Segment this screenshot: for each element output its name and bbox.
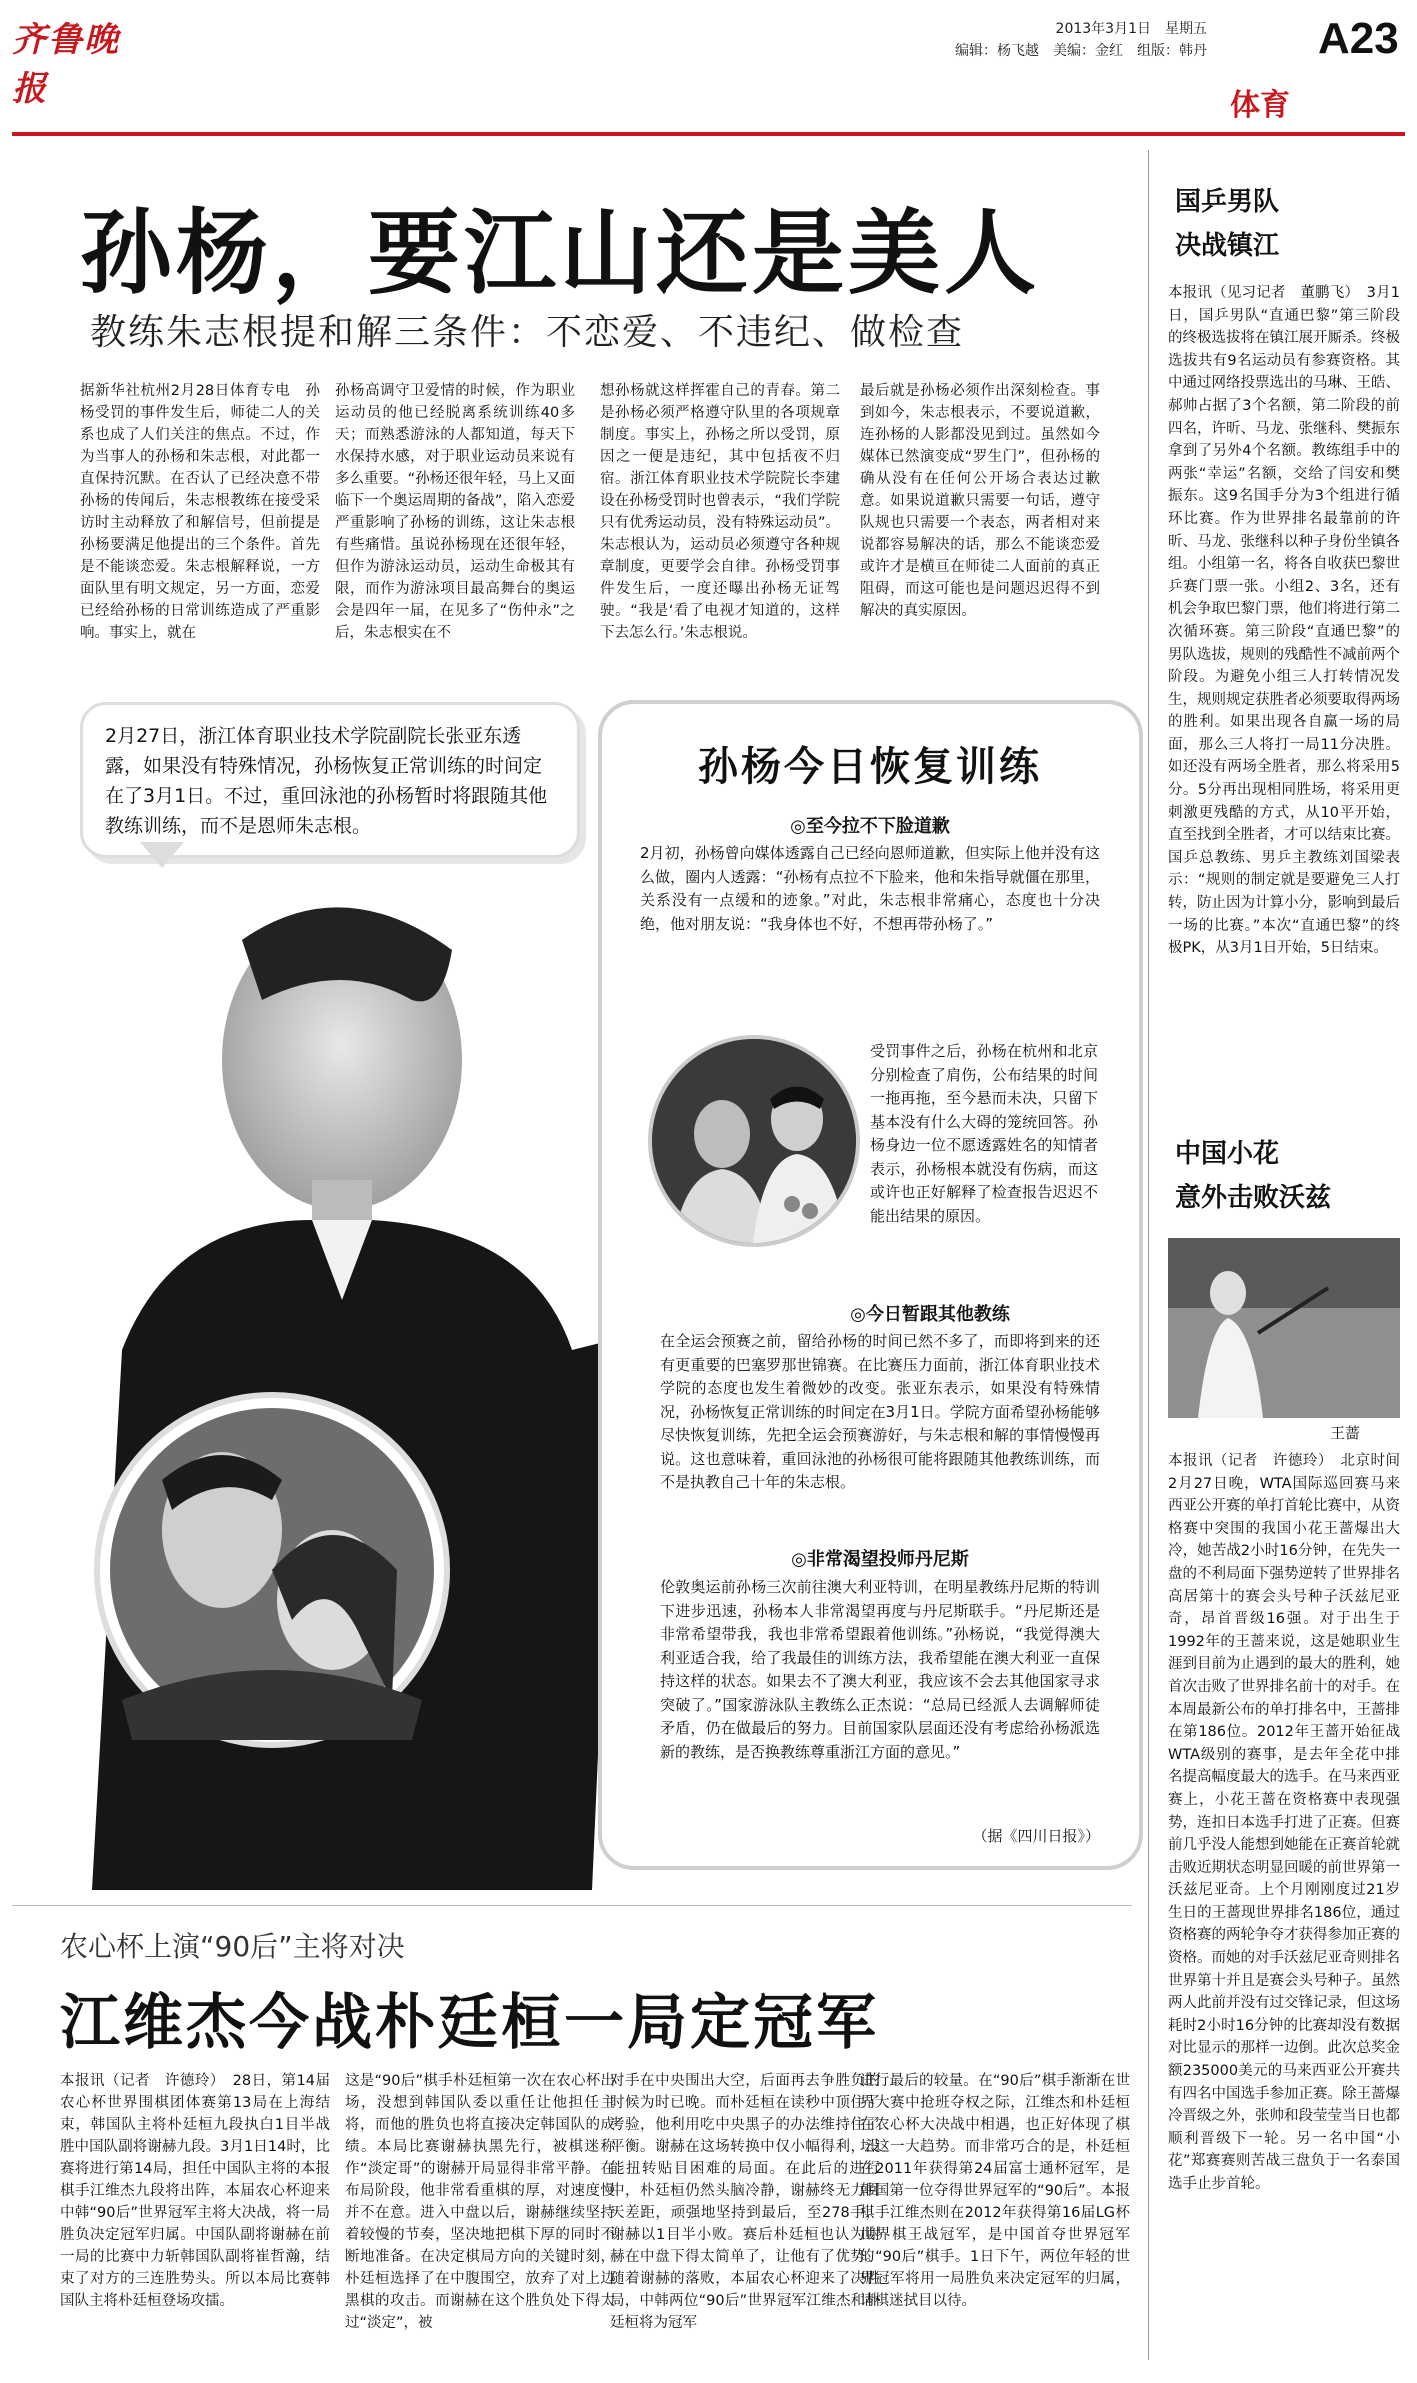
source-credit: （据《四川日报》）	[972, 1827, 1100, 1845]
newspaper-logo: 齐鲁晚报	[12, 20, 120, 109]
tennis-player-photo	[1168, 1238, 1400, 1418]
pull-quote: 2月27日，浙江体育职业技术学院副院长张亚东透露，如果没有特殊情况，孙杨恢复正常训练的时间定在了3月1日。不过，重回泳池的孙杨暂时将跟随其他教练训练，而不是恩师朱志根。	[80, 702, 580, 858]
issue-info	[955, 18, 1207, 62]
article-column: 想孙杨就这样挥霍自己的青春。第二是孙杨必须严格遵守队里的各项规章制度。事实上，孙杨之所以受罚，原因之一便是违纪，其中包括夜不归宿。浙江体育职业技术学院院长李建设在孙杨受罚时也曾表示，“我们学院只有优秀运动员，没有特殊运动员”。朱志根认为，运动员必须遵守各种规章制度，更要学会自律。孙杨受罚事件发生后，一度还曝出孙杨无证驾驶。“我是‘看了电视才知道的，这样下去怎么行。’朱志根说。	[600, 383, 840, 641]
side-headline: 中国小花 意外击败沃兹	[1175, 1139, 1332, 1213]
article-column: 孙杨高调守卫爱情的时候，作为职业运动员的他已经脱离系统训练40多天；而熟悉游泳的人都知道，每天下水保持水感，对于职业运动员来说有多么重要。“孙杨还很年轻，马上又面临下一个奥运周期的备战”，陷入恋爱严重影响了孙杨的训练，这让朱志根有些痛惜。虽说孙杨现在还很年轻，但作为游泳运动员，运动生命极其有限，而作为游泳项目最高舞台的奥运会是四年一届，在见多了“伤仲永”之后，朱志根实在不	[335, 383, 575, 641]
side-article: 本报讯（记者 许德玲） 北京时间2月27日晚，WTA国际巡回赛马来西亚公开赛的单打首轮比赛中，从资格赛中突围的我国小花王蔷爆出大冷，她苦战2小时16分钟，在先失一盘的不利局面下强势逆转了世界排名高居第十的赛会头号种子沃兹尼亚奇，昂首晋级16强。对于出生于1992年的王蔷来说，这是她职业生涯到目前为止遇到的最大的胜利，她首次击败了世界排名前十的对手。在本周最新公布的单打排名中，王蔷排在第186位。2012年王蔷开始征战WTA级别的赛事，是去年全花中排名提高幅度最大的选手。在马来西亚赛上，小花王蔷在资格赛中表现强势，连扣日本选手打进了正赛。但赛前几乎没人能想到她能在正赛首轮就击败近期状态明显回暖的前世界第一沃兹尼亚奇。上个月刚刚度过21岁生日的王蔷现世界排名186位，通过资格赛的两轮争夺才获得参加正赛的资格。而她的对手沃兹尼亚奇则排名世界第十并且是赛会头号种子。虽然两人此前并没有过交锋记录，但这场耗时2小时16分钟的比赛却没有数据对比显示的那样一边倒。此次总奖金额235000美元的马来西亚公开赛共有四名中国选手参加正赛。除王蔷爆冷晋级之外，张帅和段莹莹当日也都顺利晋级下一轮。另一名中国“小花”郑赛赛则苦战三盘负于一名泰国选手止步首轮。	[1168, 1453, 1400, 2192]
sidebar-subhead: ◎今日暂跟其他教练	[850, 1304, 1010, 1325]
sidebar-card-title: 孙杨今日恢复训练	[698, 744, 1042, 790]
coach-and-swimmer-photo	[648, 1035, 860, 1247]
subheadline: 教练朱志根提和解三条件：不恋爱、不违纪、做检查	[90, 312, 965, 353]
sidebar-paragraph: 在全运会预赛之前，留给孙杨的时间已然不多了，而即将到来的还有更重要的巴塞罗那世锦赛。在比赛压力面前，浙江体育职业技术学院的态度也发生着微妙的改变。张亚东表示，如果没有特殊情况，孙杨恢复正常训练的时间定在3月1日。学院方面希望孙杨能够尽快恢复训练，先把全运会预赛游好，与朱志根和解的事情慢慢再说。这也意味着，重回泳池的孙杨很可能将跟随其他教练训练，而不是执教自己十年的朱志根。	[660, 1332, 1100, 1491]
bottom-headline: 江维杰今战朴廷桓一局定冠军	[60, 1988, 879, 2058]
sidebar-subhead: ◎至今拉不下脸道歉	[790, 816, 950, 837]
article-column: 最后就是孙杨必须作出深刻检查。事到如今，朱志根表示，不要说道歉，连孙杨的人影都没见到过。虽然如今媒体已然演变成“罗生门”，但孙杨的确从没有在任何公开场合表达过歉意。如果说道歉只需要一句话，遵守队规也只需要一个表态，两者相对来说都容易解决的话，那么不能谈恋爱或许才是横亘在师徒二人面前的真正阻碍，而这可能也是问题迟迟得不到解决的真实原因。	[860, 383, 1100, 619]
quote-pointer	[140, 842, 184, 868]
article-column: 本报讯（记者 许德玲） 28日，第14届农心杯世界围棋团体赛第13局在上海结束，韩国队主将朴廷桓九段执白1目半战胜中国队副将谢赫九段。3月1日14时，比赛将进行第14局，担任中国队主将的本报棋手江维杰九段将出阵，本届农心杯迎来中韩“90后”世界冠军主将大决战，将一局胜负决定冠军归属。中国队副将谢赫在前一局的比赛中力斩韩国队副将崔哲瀚，结束了对方的三连胜势头。所以本局比赛韩国队主将朴廷桓登场攻擂。	[60, 2073, 330, 2309]
side-headline: 国乒男队 决战镇江	[1175, 187, 1280, 261]
headline: 孙杨，要江山还是美人	[80, 200, 1041, 307]
column-divider	[1148, 150, 1149, 2360]
article-column: 对手在中央围出大空，后面再去争胜负的时候为时已晚。而朴廷桓在读秒中顶住了考验，他利用吃中央黑子的办法维持住了平衡。谢赫在这场转换中仅小幅得利，没能扭转贴目困难的局面。在此后的进行中，朴廷桓仍然头脑冷静，谢赫终无力回天差距，顽强地坚持到最后，至278手，谢赫以1目半小败。赛后朴廷桓也认为谢赫在中盘下得太简单了，让他有了优势。随着谢赫的落败，本届农心杯迎来了决胜局，中韩两位“90后”世界冠军江维杰和朴廷桓将为冠军	[610, 2073, 880, 2331]
photo-caption: 王蔷	[1330, 1424, 1361, 1442]
sidebar-paragraph: 受罚事件之后，孙杨在杭州和北京分别检查了肩伤，公布结果的时间一拖再拖，至今悬而未决，只留下基本没有什么大碍的笼统回答。孙杨身边一位不愿透露姓名的知情者表示，孙杨根本就没有伤病，而这或许也正好解释了检查报告迟迟不能出结果的原因。	[870, 1042, 1098, 1225]
editor-credits: 编辑：杨飞越 美编：金红 组版：韩丹	[955, 43, 1207, 59]
header-rule	[12, 132, 1405, 136]
issue-date: 2013年3月1日 星期五	[1055, 21, 1207, 37]
section-label: 体育	[1230, 88, 1290, 123]
sidebar-paragraph: 伦敦奥运前孙杨三次前往澳大利亚特训，在明星教练丹尼斯的特训下进步迅速，孙杨本人非常渴望再度与丹尼斯联手。“丹尼斯还是非常希望带我，我也非常希望跟着他训练。”孙杨说，“我觉得澳大利亚适合我，给了我最佳的训练方法，我希望能在澳大利亚一直保持这样的状态。如果去不了澳大利亚，我应该不会去其他国家寻求突破了。”国家游泳队主教练么正杰说：“总局已经派人去调解师徒矛盾，仍在做最后的努力。目前国家队层面还没有考虑给孙杨派选新的教练，是否换教练尊重浙江方面的意见。”	[660, 1578, 1100, 1761]
bottom-kicker: 农心杯上演“90后”主将对决	[60, 1930, 405, 1963]
sidebar-paragraph: 2月初，孙杨曾向媒体透露自己已经向恩师道歉，但实际上他并没有这么做，圈内人透露：“孙杨有点拉不下脸来，他和朱指导就僵在那里，关系没有一点缓和的迹象。”对此，朱志根非常痛心，态度也十分决绝，他对朋友说：“我身体也不好，不想再带孙杨了。”	[640, 844, 1100, 933]
story-divider	[12, 1905, 1132, 1906]
side-article: 本报讯（见习记者 董鹏飞） 3月1日，国乒男队“直通巴黎”第三阶段的终极选拔将在镇江展开厮杀。终极选拔共有9名运动员有参赛资格。其中通过网络投票选出的马琳、王皓、郝帅占据了3个名额，第二阶段的前四名，许昕、马龙、张继科、樊振东拿到了另外4个名额。教练组手中的两张“幸运”名额，交给了闫安和樊振东。这9名国手分为3个组进行循环比赛。作为世界排名最靠前的许昕、马龙、张继科以种子身份坐镇各组。小组第一名，将各自收获巴黎世乒赛门票一张。小组2、3名，还有机会争取巴黎门票，他们将进行第二次循环赛。第三阶段“直通巴黎”的男队选拔，规则的残酷性不减前两个阶段。为避免小组三人打转情况发生，规则规定获胜者必须要取得两场的胜利。如果出现各自赢一场的局面，那么三人将打一局11分决胜。如还没有两场全胜者，那么将采用5分。5分再出现相同胜场，将采用更刺激更残酷的方式，从10平开始，直至找到全胜者，才可以结束比赛。国乒总教练、男乒主教练刘国梁表示：“规则的制定就是要避免三人打转，防止因为计算小分，影响到最后一场的比赛。”本次“直通巴黎”的终极PK，从3月1日开始，5日结束。	[1168, 285, 1400, 957]
article-column: 这是“90后”棋手朴廷桓第一次在农心杯出场，没想到韩国队委以重任让他担任主将，而他的胜负也将直接决定韩国队的成绩。本局比赛谢赫执黑先行，被棋迷称作“淡定哥”的谢赫开局显得非常平静。在布局阶段，他非常看重棋的厚，对速度慢并不在意。进入中盘以后，谢赫继续坚持着较慢的节奏，坚决地把棋下厚的同时不断地准备。在决定棋局方向的关键时刻，朴廷桓选择了在中腹围空，放弃了对上边黑棋的攻击。而谢赫在这个胜负处下得太过“淡定”，被	[345, 2073, 615, 2331]
article-column: 进行最后的较量。在“90后”棋手渐渐在世界大赛中抢班夺权之际，江维杰和朴廷桓在农心杯大决战中相遇，也正好体现了棋坛这一大趋势。而非常巧合的是，朴廷桓在2011年获得第24届富士通杯冠军，是韩国第一位夺得世界冠军的“90后”。本报棋手江维杰则在2012年获得第16届LG杯世界棋王战冠军，是中国首夺世界冠军的“90后”棋手。1日下午，两位年轻的世界冠军将用一局胜负来决定冠军的归属，请棋迷拭目以待。	[860, 2073, 1130, 2309]
sidebar-subhead: ◎非常渴望投师丹尼斯	[791, 1549, 969, 1570]
article-column: 据新华社杭州2月28日体育专电 孙杨受罚的事件发生后，师徒二人的关系也成了人们关注的焦点。不过，作为当事人的孙杨和朱志根，对此都一直保持沉默。在否认了已经决意不带孙杨的传闻后，朱志根教练在接受采访时主动释放了和解信号，但前提是孙杨要满足他提出的三个条件。首先是不能谈恋爱。朱志根解释说，一方面队里有明文规定，另一方面，恋爱已经给孙杨的日常训练造成了严重影响。事实上，就在	[80, 383, 320, 641]
page-number: A23	[1318, 14, 1399, 63]
